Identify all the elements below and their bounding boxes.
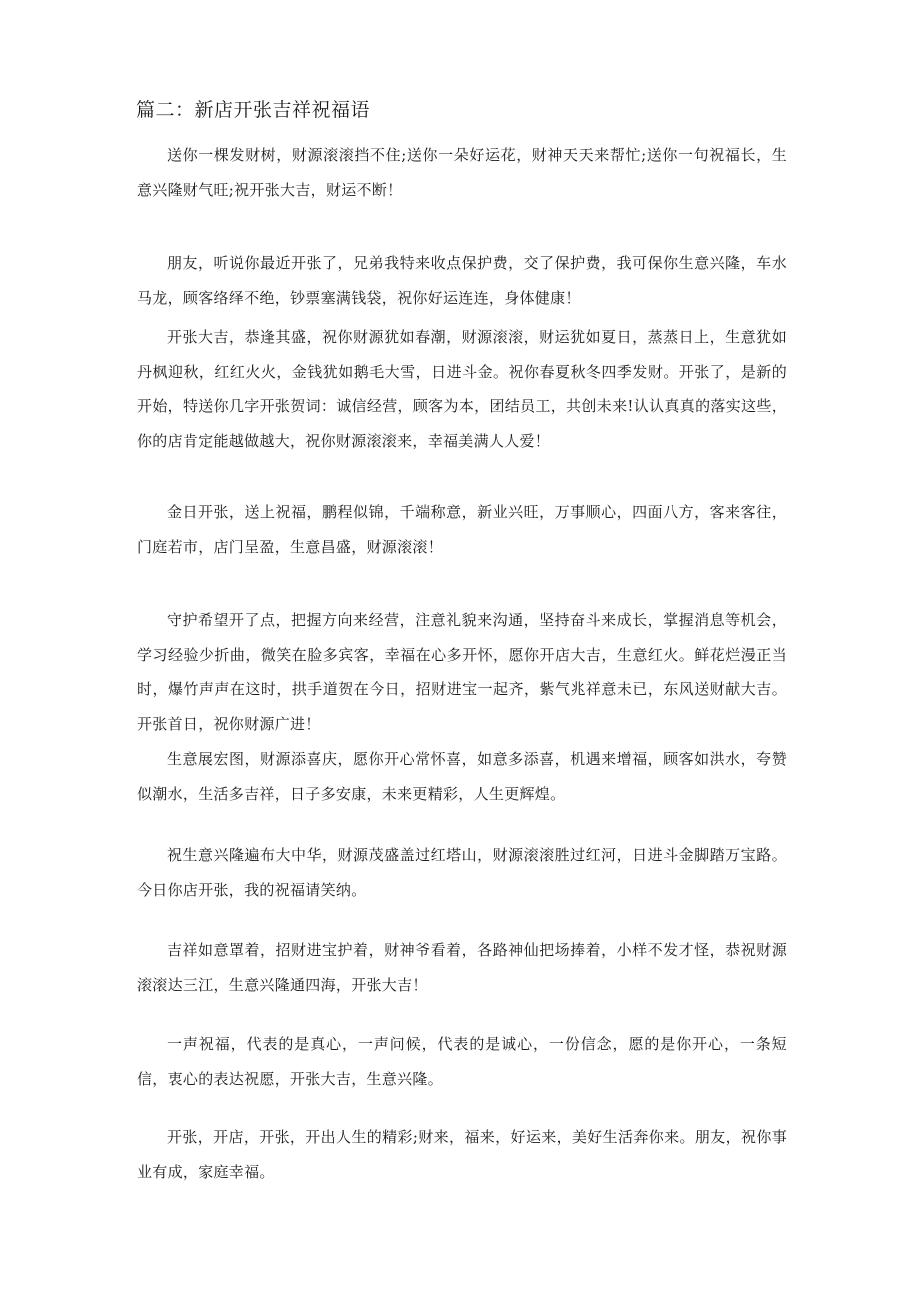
paragraph-4: 金日开张，送上祝福，鹏程似锦，千端称意，新业兴旺，万事顺心，四面八方，客来客往，门庭若市，店门呈盈，生意昌盛，财源滚滚！ [137,503,787,556]
paragraph-10: 开张，开店，开张，开出人生的精彩;财来，福来，好运来，美好生活奔你来。朋友，祝你事业有成，家庭幸福。 [137,1128,787,1181]
paragraph-1: 送你一棵发财树，财源滚滚挡不住;送你一朵好运花，财神天天来帮忙;送你一句祝福长，生意兴隆财气旺;祝开张大吉，财运不断！ [137,146,787,199]
paragraph-7: 祝生意兴隆遍布大中华，财源茂盛盖过红塔山，财源滚滚胜过红河，日进斗金脚踏万宝路。今日你店开张，我的祝福请笑纳。 [137,846,787,899]
paragraph-9: 一声祝福，代表的是真心，一声问候，代表的是诚心，一份信念，愿的是你开心，一条短信，衷心的表达祝愿，开张大吉，生意兴隆。 [137,1035,787,1088]
paragraph-6: 生意展宏图，财源添喜庆，愿你开心常怀喜，如意多添喜，机遇来增福，顾客如洪水，夸赞似潮水，生活多吉祥，日子多安康，未来更精彩，人生更辉煌。 [137,750,787,803]
paragraph-2: 朋友，听说你最近开张了，兄弟我特来收点保护费，交了保护费，我可保你生意兴隆，车水马龙，顾客络绎不绝，钞票塞满钱袋，祝你好运连连，身体健康！ [137,254,787,307]
paragraph-8: 吉祥如意罩着，招财进宝护着，财神爷看着，各路神仙把场捧着，小样不发才怪，恭祝财源滚滚达三江，生意兴隆通四海，开张大吉！ [137,941,787,994]
paragraph-3: 开张大吉，恭逢其盛，祝你财源犹如春潮，财源滚滚，财运犹如夏日，蒸蒸日上，生意犹如丹枫迎秋，红红火火，金钱犹如鹅毛大雪，日进斗金。祝你春夏秋冬四季发财。开张了，是新的开始，特送你几字开张贺词：诚信经营，顾客为本，团结员工，共创未来!认认真真的落实这些，你的店肯定能越做越大，祝你财源滚滚来，幸福美满人人爱！ [137,328,787,450]
paragraph-5: 守护希望开了点，把握方向来经营，注意礼貌来沟通，坚持奋斗来成长，掌握消息等机会，学习经验少折曲，微笑在脸多宾客，幸福在心多开怀，愿你开店大吉，生意红火。鲜花烂漫正当时，爆竹声声在这时，拱手道贺在今日，招财进宝一起齐，紫气兆祥意未已，东风送财献大吉。开张首日，祝你财源广进！ [137,611,787,733]
document-title: 篇二：新店开张吉祥祝福语 [136,99,371,121]
